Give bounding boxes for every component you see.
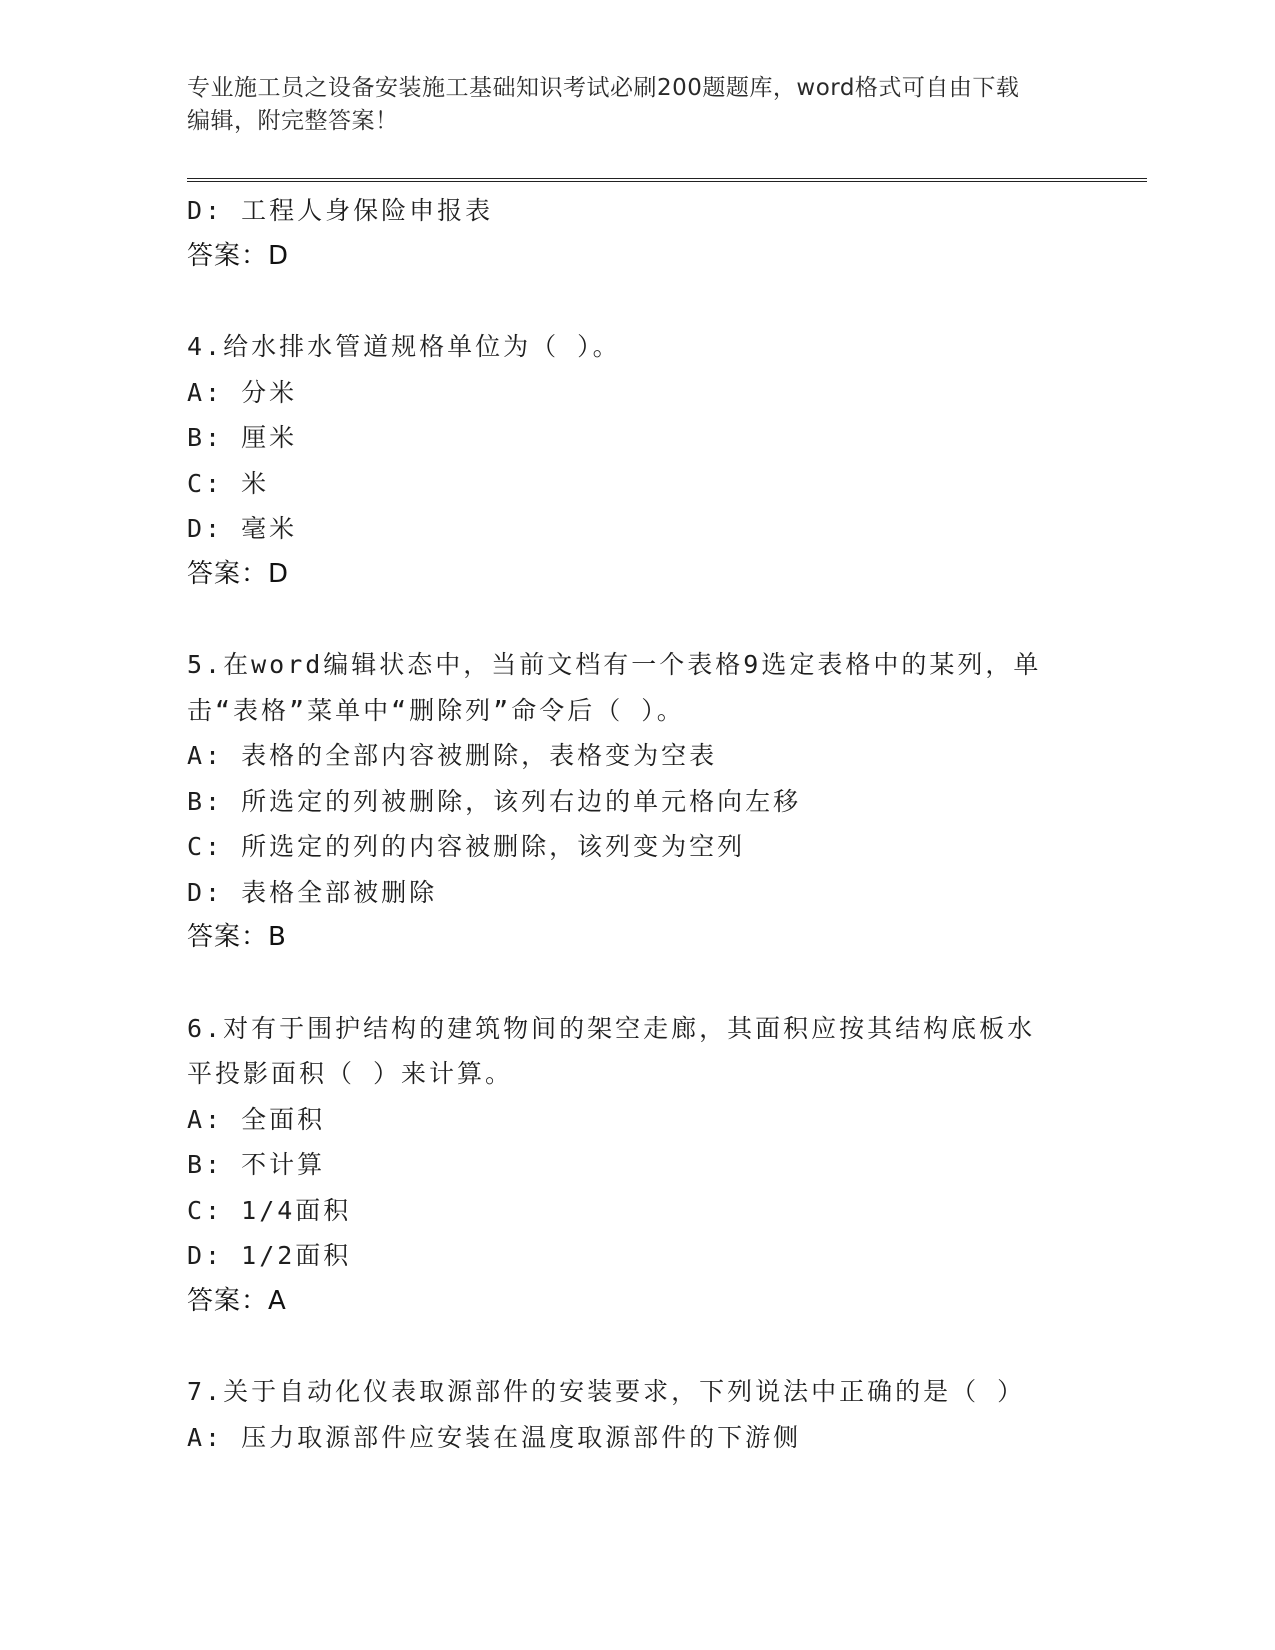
header-divider [187, 178, 1147, 182]
question-stem: 4.给水排水管道规格单位为（ ）。 [187, 332, 621, 361]
header-title-line-2: 编辑，附完整答案！ [187, 108, 399, 134]
question-6 [187, 1006, 1147, 1325]
question-3-tail [187, 188, 1147, 279]
option-b: B: 厘米 [187, 423, 298, 452]
spacer [187, 961, 1147, 1006]
question-stem: 7.关于自动化仪表取源部件的安装要求，下列说法中正确的是（ ） [187, 1377, 1026, 1406]
document-page [187, 0, 1147, 1650]
question-stem-cont: 平投影面积（ ）来计算。 [187, 1059, 514, 1088]
option-c: C: 米 [187, 468, 270, 498]
document-header [187, 72, 1067, 138]
spacer [187, 279, 1147, 324]
option-a: A: 分米 [187, 377, 298, 407]
question-5 [187, 642, 1147, 961]
answer-line: 答案：B [187, 922, 287, 952]
option-d: D: 表格全部被删除 [187, 877, 438, 907]
option-a: A: 全面积 [187, 1104, 326, 1134]
question-stem: 5.在word编辑状态中，当前文档有一个表格9选定表格中的某列，单 [187, 650, 1042, 679]
option-c: C: 所选定的列的内容被删除，该列变为空列 [187, 832, 746, 861]
option-a: A: 表格的全部内容被删除，表格变为空表 [187, 741, 718, 770]
answer-line: 答案：A [187, 1285, 287, 1316]
option-d: D: 1/2面积 [187, 1241, 352, 1270]
option-d: D: 工程人身保险申报表 [187, 196, 494, 225]
option-b: B: 所选定的列被删除，该列右边的单元格向左移 [187, 786, 802, 816]
spacer [187, 1324, 1147, 1369]
document-body [187, 188, 1147, 1460]
option-c: C: 1/4面积 [187, 1195, 352, 1225]
answer-line: 答案：D [187, 240, 290, 271]
option-b: B: 不计算 [187, 1150, 326, 1179]
question-stem: 6.对有于围护结构的建筑物间的架空走廊，其面积应按其结构底板水 [187, 1013, 1036, 1043]
option-d: D: 毫米 [187, 514, 298, 543]
header-title-line-1: 专业施工员之设备安装施工基础知识考试必刷200题题库，word格式可自由下载 [187, 75, 1020, 101]
question-4 [187, 324, 1147, 597]
option-a: A: 压力取源部件应安装在温度取源部件的下游侧 [187, 1422, 802, 1452]
spacer [187, 597, 1147, 642]
answer-line: 答案：D [187, 558, 290, 589]
question-stem-cont: 击“表格”菜单中“删除列”命令后（ ）。 [187, 695, 685, 725]
question-7 [187, 1369, 1147, 1460]
